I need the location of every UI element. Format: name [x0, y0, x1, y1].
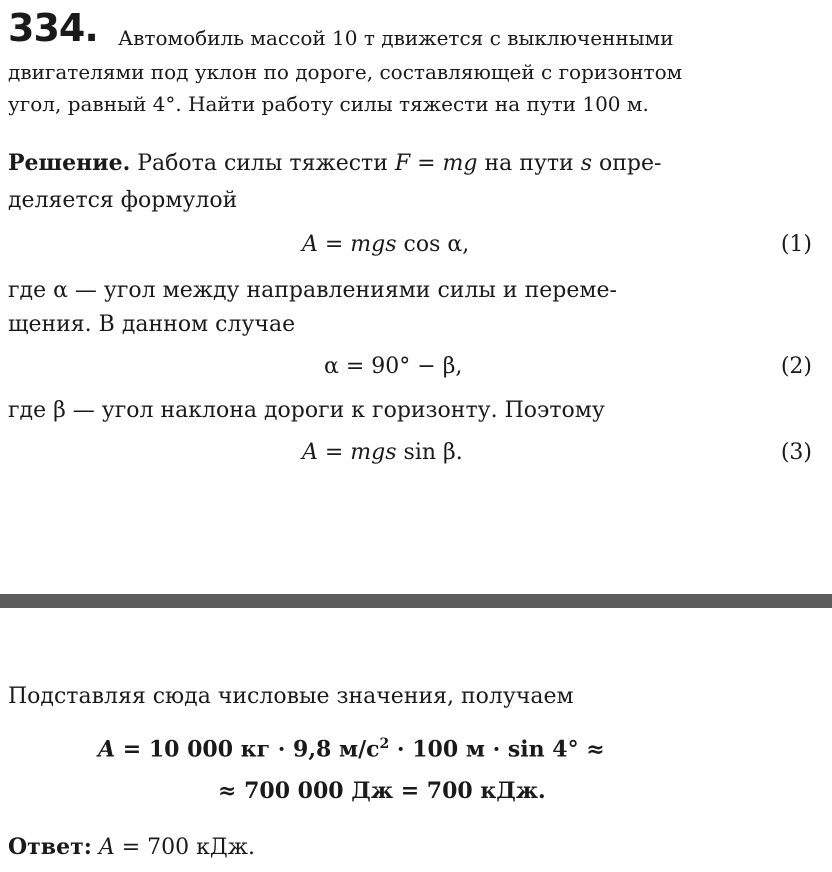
solution-line-3: где α — угол между направлениями силы и переме-: [8, 278, 617, 303]
force-formula: F = mg: [394, 151, 478, 176]
equation-1: [302, 232, 469, 257]
continuation-line-1: Подставляя сюда числовые значения, получаем: [8, 684, 574, 709]
equation-3-number: (3): [780, 440, 812, 465]
path-symbol: s: [580, 151, 593, 176]
answer-value: = 700 кДж.: [114, 835, 256, 860]
answer-label: Ответ:: [8, 834, 92, 860]
equation-3-rhs: sin β.: [396, 440, 463, 465]
calc-values-end: · 100 м · sin 4° ≈: [389, 736, 605, 763]
equation-1-rhs: cos α,: [396, 232, 470, 257]
equation-3: [302, 440, 463, 465]
solution-label: Решение.: [8, 150, 131, 176]
problem-number: 334.: [8, 6, 98, 50]
equation-1-lhs: A = mgs: [302, 232, 397, 257]
answer-line: [8, 834, 255, 860]
equation-3-lhs: A = mgs: [302, 440, 397, 465]
solution-text: Работа силы тяжести: [130, 151, 395, 176]
equation-2-number: (2): [780, 354, 812, 379]
equation-2: α = 90° − β,: [324, 354, 463, 379]
problem-text-line-1: Автомобиль массой 10 т движется с выключенными: [118, 26, 674, 50]
page-divider: [0, 594, 832, 608]
answer-symbol: A: [91, 835, 115, 860]
calc-exponent: 2: [379, 736, 390, 752]
solution-line-5: где β — угол наклона дороги к горизонту. Поэтому: [8, 398, 605, 423]
solution-line-1: [8, 150, 661, 176]
solution-text-end: опре-: [592, 151, 662, 176]
calc-values: = 10 000 кг · 9,8 м/с: [115, 736, 380, 763]
solution-text-mid: на пути: [477, 151, 581, 176]
solution-line-2: деляется формулой: [8, 188, 238, 213]
calculation-line-2: ≈ 700 000 Дж = 700 кДж.: [218, 778, 546, 804]
calculation-line-1: [98, 736, 605, 762]
problem-text-line-3: угол, равный 4°. Найти работу силы тяжести на пути 100 м.: [8, 92, 649, 116]
calc-symbol-a: A: [98, 736, 116, 763]
problem-text-line-2: двигателями под уклон по дороге, составляющей с горизонтом: [8, 60, 683, 84]
equation-1-number: (1): [780, 232, 812, 257]
solution-line-4: щения. В данном случае: [8, 312, 296, 337]
